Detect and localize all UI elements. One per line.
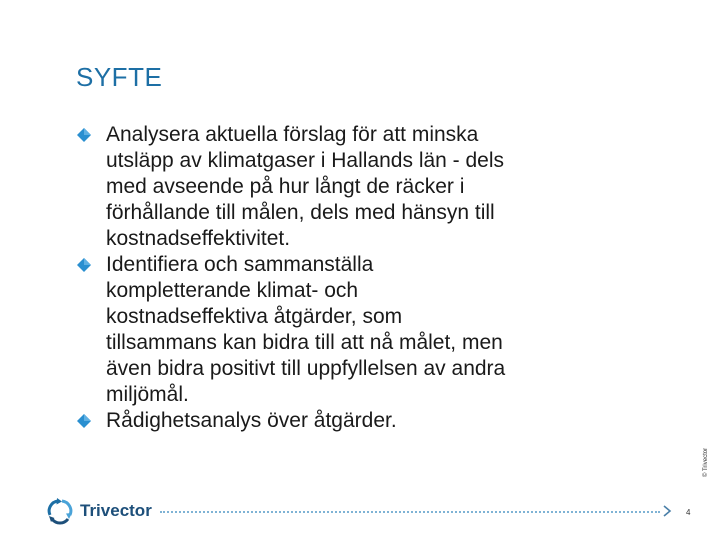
- page-number: 4: [686, 508, 691, 517]
- bullet-item: [76, 252, 506, 408]
- diamond-bullet-icon: [76, 413, 92, 429]
- footer-divider: [160, 511, 660, 513]
- bullet-list: [76, 122, 506, 434]
- bullet-item: [76, 408, 506, 434]
- footer-logo: [46, 497, 152, 525]
- bullet-text: Analysera aktuella förslag för att minska utsläpp av klimatgaser i Hallands län - dels med avseende på hur långt de räcker i förhållande till målen, dels med hänsyn till kostnadseffektivitet.: [106, 123, 505, 250]
- slide-title: SYFTE: [76, 62, 163, 92]
- trivector-logo-icon: [46, 497, 74, 525]
- copyright-text: © Trivector: [703, 447, 709, 477]
- bullet-text: Identifiera och sammanställa kompletterande klimat- och kostnadseffektiva åtgärder, som tillsammans kan bidra till att nå målet, men även bidra positivt till uppfyllelsen av andra miljömål.: [106, 253, 506, 406]
- diamond-bullet-icon: [76, 257, 92, 273]
- bullet-item: [76, 122, 506, 252]
- diamond-bullet-icon: [76, 127, 92, 143]
- chevron-right-icon: [662, 505, 672, 517]
- bullet-text: Rådighetsanalys över åtgärder.: [106, 409, 397, 432]
- logo-text: Trivector: [80, 501, 152, 520]
